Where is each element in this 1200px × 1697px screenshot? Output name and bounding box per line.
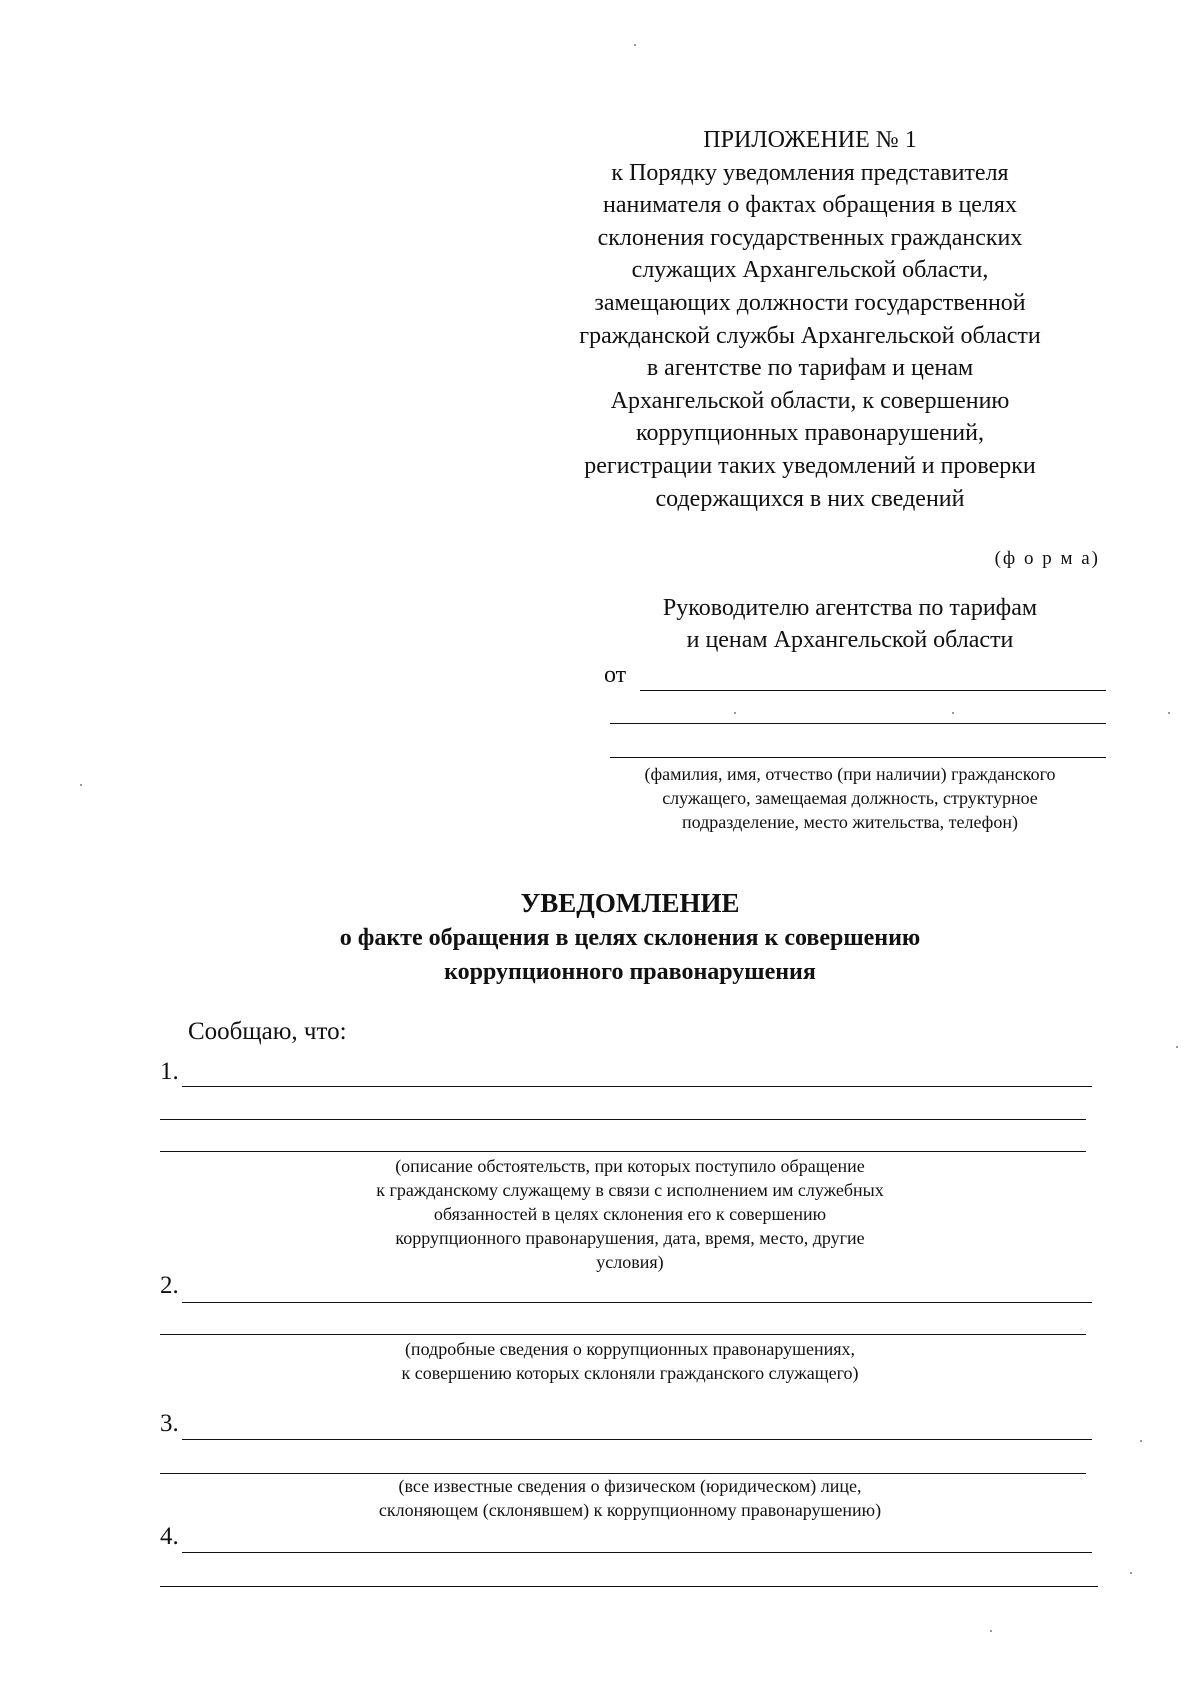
appendix-line: регистрации таких уведомлений и проверки	[584, 452, 1036, 479]
appendix-line: нанимателя о фактах обращения в целях	[603, 192, 1017, 219]
item-number: 1.	[160, 1058, 179, 1085]
caption-line: коррупционного правонарушения, дата, время, место, другие	[395, 1228, 865, 1248]
item-3-caption	[240, 1474, 1020, 1522]
item-4-field-line[interactable]	[182, 1552, 1092, 1553]
caption-line: (все известные сведения о физическом (юридическом) лице,	[398, 1476, 862, 1496]
appendix-line: коррупционных правонарушений,	[636, 420, 984, 447]
from-field-line[interactable]	[640, 690, 1106, 691]
item-2-field-line[interactable]	[182, 1302, 1092, 1303]
caption-line: (описание обстоятельств, при которых поступило обращение	[395, 1156, 865, 1176]
scan-speck	[1140, 1440, 1142, 1442]
caption-line: (подробные сведения о коррупционных правонарушениях,	[404, 1339, 856, 1359]
addressee-line: и ценам Архангельской области	[686, 627, 1014, 653]
item-4-field-line[interactable]	[160, 1586, 1098, 1587]
scan-speck	[952, 712, 954, 714]
appendix-line: гражданской службы Архангельской области	[579, 322, 1041, 349]
caption-line: служащего, замещаемая должность, структурное	[662, 788, 1038, 808]
item-number: 4.	[160, 1523, 179, 1550]
item-1-caption	[240, 1154, 1020, 1274]
appendix-line: ПРИЛОЖЕНИЕ № 1	[703, 127, 917, 153]
title-sub-line: о факте обращения в целях склонения к совершению	[339, 925, 921, 951]
item-2-caption	[240, 1337, 1020, 1385]
appendix-header	[530, 124, 1090, 515]
scan-speck	[734, 712, 736, 714]
document-title	[200, 885, 1060, 989]
appendix-line: Архангельской области, к совершению	[610, 387, 1010, 414]
from-field-caption	[600, 762, 1100, 834]
scan-speck	[634, 44, 636, 46]
scan-speck	[80, 784, 82, 786]
caption-line: к гражданскому служащему в связи с исполнением им служебных	[376, 1180, 884, 1200]
caption-line: (фамилия, имя, отчество (при наличии) гражданского	[644, 764, 1056, 784]
addressee-block	[600, 592, 1100, 656]
from-field-line[interactable]	[610, 757, 1106, 758]
item-number: 3.	[160, 1410, 179, 1437]
scan-speck	[990, 1630, 992, 1632]
item-1-field-line[interactable]	[160, 1151, 1086, 1152]
item-3-field-line[interactable]	[182, 1439, 1092, 1440]
form-label: (ф о р м а)	[994, 548, 1100, 569]
from-label: от	[604, 662, 627, 688]
item-1-field-line[interactable]	[160, 1119, 1086, 1120]
item-number: 2.	[160, 1272, 179, 1299]
appendix-line: служащих Архангельской области,	[631, 257, 989, 284]
from-field-line[interactable]	[610, 723, 1106, 724]
intro-text: Сообщаю, что:	[188, 1018, 347, 1045]
appendix-line: содержащихся в них сведений	[655, 485, 965, 512]
scan-speck	[1130, 1572, 1132, 1574]
scan-speck	[1168, 712, 1170, 714]
appendix-line: склонения государственных гражданских	[597, 224, 1023, 251]
scan-speck	[1176, 1046, 1178, 1048]
caption-line: к совершению которых склоняли гражданского служащего)	[401, 1363, 859, 1383]
title-sub-line: коррупционного правонарушения	[444, 959, 816, 985]
appendix-line: к Порядку уведомления представителя	[611, 159, 1009, 186]
appendix-line: в агентстве по тарифам и ценам	[646, 355, 974, 382]
title-main: УВЕДОМЛЕНИЕ	[520, 888, 740, 918]
item-1-field-line[interactable]	[182, 1086, 1092, 1087]
caption-line: обязанностей в целях склонения его к совершению	[433, 1204, 827, 1224]
caption-line: условия)	[596, 1252, 664, 1272]
caption-line: подразделение, место жительства, телефон)	[682, 812, 1018, 832]
addressee-line: Руководителю агентства по тарифам	[662, 595, 1038, 621]
caption-line: склоняющем (склонявшем) к коррупционному правонарушению)	[378, 1500, 882, 1520]
item-2-field-line[interactable]	[160, 1334, 1086, 1335]
appendix-line: замещающих должности государственной	[594, 289, 1026, 316]
